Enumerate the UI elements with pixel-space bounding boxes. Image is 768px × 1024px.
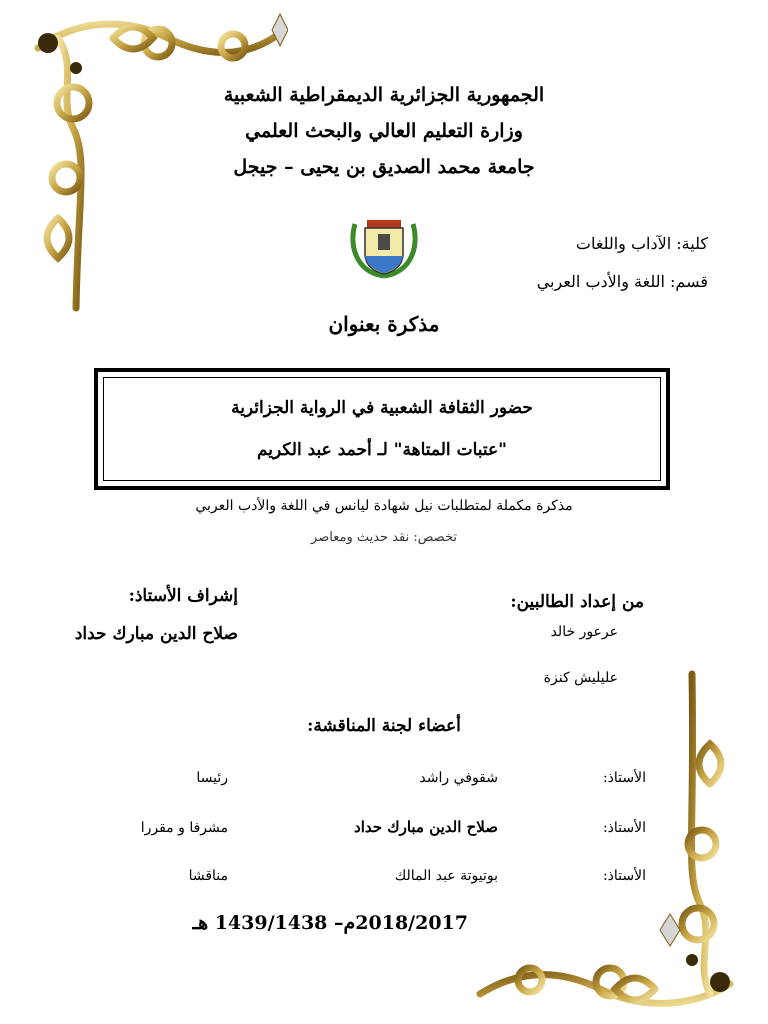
committee-heading: أعضاء لجنة المناقشة: <box>307 716 461 736</box>
title-line-1: حضور الثقافة الشعبية في الرواية الجزائرية <box>231 398 533 418</box>
supervisor-name: صلاح الدين مبارك حداد <box>74 624 238 644</box>
department-label: قسم: اللغة والأدب العربي <box>536 272 708 291</box>
description: مذكرة مكملة لمتطلبات نيل شهادة ليانس في اللغة والأدب العربي <box>195 498 573 514</box>
title-line-2: "عتبات المتاهة" لـ أحمد عبد الكريم <box>256 440 508 460</box>
republic-line: الجمهورية الجزائرية الديمقراطية الشعبية <box>223 84 545 106</box>
memo-heading: مذكرة بعنوان <box>328 312 440 336</box>
students-heading: من إعداد الطالبين: <box>510 592 644 612</box>
supervisor-heading: إشراف الأستاذ: <box>128 586 238 606</box>
committee-prefix: الأستاذ: <box>602 770 646 786</box>
committee-member-name: صلاح الدين مبارك حداد <box>354 818 498 836</box>
ministry-line: وزارة التعليم العالي والبحث العلمي <box>245 120 523 142</box>
university-seal-icon <box>345 214 423 280</box>
committee-member-name: بوتيوتة عبد المالك <box>394 868 498 884</box>
university-line: جامعة محمد الصديق بن يحيى – جيجل <box>233 156 535 178</box>
committee-member-name: شقوفي راشد <box>419 770 498 786</box>
specialty: تخصص: نقد حديث ومعاصر <box>311 530 457 545</box>
committee-member-role: رئيسا <box>196 770 228 786</box>
committee-prefix: الأستاذ: <box>602 820 646 836</box>
faculty-label: كلية: الآداب واللغات <box>575 234 708 253</box>
title-frame <box>94 368 670 490</box>
student-name: عرعور خالد <box>550 624 618 640</box>
academic-year: 2018/2017م– 1439/1438 هـ <box>192 912 468 934</box>
committee-prefix: الأستاذ: <box>602 868 646 884</box>
student-name: عليليش كنزة <box>543 670 618 686</box>
committee-member-role: مشرفا و مقررا <box>140 820 228 836</box>
committee-member-role: مناقشا <box>188 868 228 884</box>
